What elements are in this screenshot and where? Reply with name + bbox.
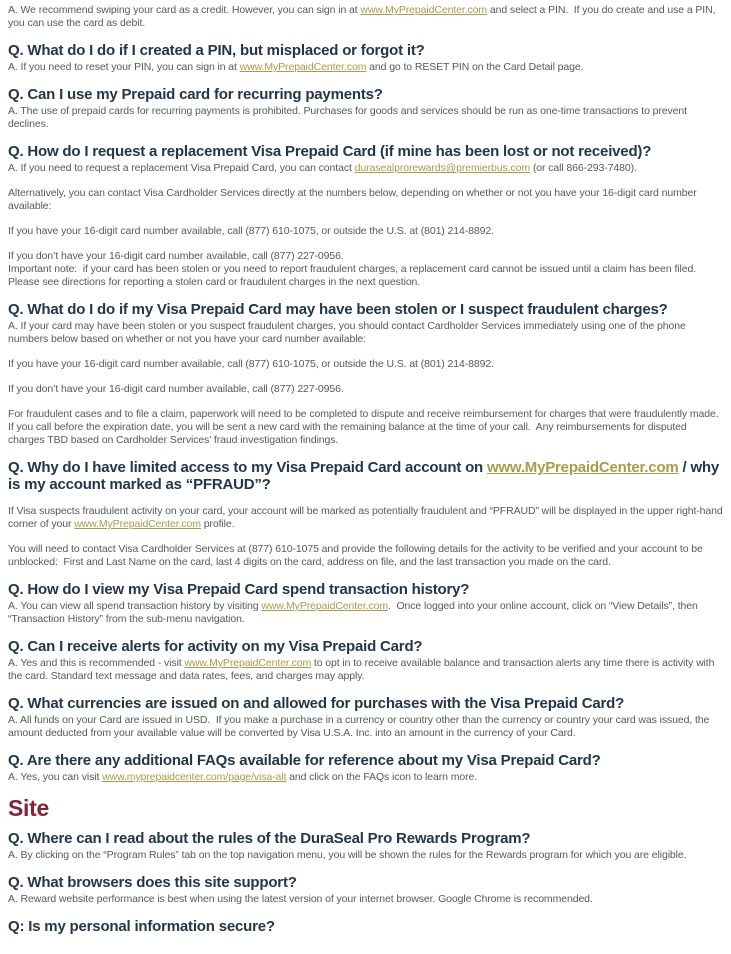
question-link[interactable]: www.MyPrepaidCenter.com bbox=[486, 459, 679, 476]
answer-text: Alternatively, you can contact Visa Cardholder Services directly at the numbers below, depending on whether or not you have your 16-digit card number available: bbox=[8, 187, 700, 212]
answer-text: (or call 866-293-7480). bbox=[530, 162, 637, 174]
faq-question bbox=[8, 874, 723, 891]
faq-question bbox=[8, 918, 723, 935]
answer-link[interactable]: www.MyPrepaidCenter.com bbox=[74, 518, 201, 530]
answer-text: and click on the FAQs icon to learn more. bbox=[286, 771, 478, 783]
faq-answer bbox=[8, 225, 723, 238]
answer-text: For fraudulent cases and to file a claim, paperwork will need to be completed to dispute and receive reimbursement for charges that were fraudulently made. If you call before the expiration date, you will be sent a new card with the remaining balance at the time of your call. Any reimbursements for disputed charges TBD based on Cardholder Services’ fraud investigation findings. bbox=[8, 408, 722, 446]
answer-text: A. If you need to reset your PIN, you can sign in at bbox=[8, 61, 240, 73]
faq-question bbox=[8, 581, 723, 598]
faq-answer bbox=[8, 893, 723, 906]
answer-text: A. Yes and this is recommended - visit bbox=[8, 657, 185, 669]
answer-text: If Visa suspects fraudulent activity on your card, your account will be marked as potentially fraudulent and “PFRAUD” will be displayed in the upper right-hand corner of your bbox=[8, 505, 726, 530]
faq-question bbox=[8, 42, 723, 59]
faq-question bbox=[8, 638, 723, 655]
faq-item bbox=[8, 695, 723, 740]
answer-text: and go to RESET PIN on the Card Detail page. bbox=[366, 61, 584, 73]
faq-item bbox=[8, 581, 723, 626]
answer-link[interactable]: www.myprepaidcenter.com/page/visa-alt bbox=[102, 771, 287, 783]
faq-question bbox=[8, 830, 723, 847]
answer-link[interactable]: durasealprorewards@premierbus.com bbox=[354, 162, 531, 174]
answer-text: If you don’t have your 16-digit card number available, call (877) 227-0956. bbox=[8, 250, 344, 262]
answer-text: to opt in to receive available balance and transaction alerts any time there is activity with the card. Standard text message and data rates, fees, and charges may apply. bbox=[8, 657, 718, 682]
faq-item bbox=[8, 86, 723, 131]
faq-answer bbox=[8, 320, 723, 346]
faq-answer bbox=[8, 187, 723, 213]
faq-answer bbox=[8, 657, 723, 683]
answer-text: A. Yes, you can visit bbox=[8, 771, 103, 783]
question-text: Q. Are there any additional FAQs available for reference about my Visa Prepaid Card? bbox=[8, 752, 601, 769]
answer-text: A. If you need to request a replacement Visa Prepaid Card, you can contact bbox=[8, 162, 355, 174]
answer-text: A. If your card may have been stolen or you suspect fraudulent charges, you should contact Cardholder Services immediately using one of the phone numbers below based on whether or not you have your card number available: bbox=[8, 320, 689, 345]
answer-text: If you have your 16-digit card number available, call (877) 610-1075, or outside the U.S. at (801) 214-8892. bbox=[8, 358, 494, 370]
section-title: Site bbox=[8, 795, 49, 821]
answer-link[interactable]: www.MyPrepaidCenter.com bbox=[239, 61, 367, 73]
faq-question bbox=[8, 459, 723, 493]
answer-text: A. By clicking on the “Program Rules” tab on the top navigation menu, you will be shown the rules for the Rewards program for which you are eligible. bbox=[8, 849, 687, 861]
answer-text: If you have your 16-digit card number available, call (877) 610-1075, or outside the U.S. at (801) 214-8892. bbox=[8, 225, 494, 237]
answer-text: . Once logged into your online account, click on “View Details”, then “Transaction History” from the sub-menu navigation. bbox=[8, 600, 701, 625]
answer-link[interactable]: www.MyPrepaidCenter.com bbox=[261, 600, 389, 612]
faq-answer bbox=[8, 250, 723, 289]
faq-item bbox=[8, 143, 723, 289]
faq-item bbox=[8, 301, 723, 447]
answer-text: A. The use of prepaid cards for recurring payments is prohibited. Purchases for goods and services should be run as one-time transactions to prevent declines. bbox=[8, 105, 690, 130]
faq-item bbox=[8, 918, 723, 935]
faq-answer bbox=[8, 543, 723, 569]
faq-question bbox=[8, 695, 723, 712]
faq-question bbox=[8, 86, 723, 103]
question-text: Q. What browsers does this site support? bbox=[8, 874, 297, 891]
question-text: Q. Can I receive alerts for activity on my Visa Prepaid Card? bbox=[8, 638, 423, 655]
answer-text: A. Reward website performance is best when using the latest version of your internet browser. Google Chrome is recommended. bbox=[8, 893, 593, 905]
faq-answer bbox=[8, 771, 723, 784]
paragraph bbox=[8, 4, 723, 30]
faq-item bbox=[8, 42, 723, 74]
answer-text: A. You can view all spend transaction history by visiting bbox=[8, 600, 262, 612]
faq-answer bbox=[8, 61, 723, 74]
question-text: Q. How do I view my Visa Prepaid Card spend transaction history? bbox=[8, 581, 470, 598]
answer-link[interactable]: www.MyPrepaidCenter.com bbox=[184, 657, 312, 669]
question-text: Q. Can I use my Prepaid card for recurring payments? bbox=[8, 86, 383, 103]
faq-answer bbox=[8, 162, 723, 175]
faq-answer bbox=[8, 358, 723, 371]
faq-item bbox=[8, 874, 723, 906]
question-text: Q. What currencies are issued on and allowed for purchases with the Visa Prepaid Card? bbox=[8, 695, 625, 712]
question-text: Q. Where can I read about the rules of the DuraSeal Pro Rewards Program? bbox=[8, 830, 531, 847]
question-text: Q: Is my personal information secure? bbox=[8, 918, 275, 935]
answer-text: You will need to contact Visa Cardholder Services at (877) 610-1075 and provide the following details for the activity to be verified and your account to be unblocked: First and Last Name on the card, last 4 digits on the card, address on file, and the last transaction you made on the card. bbox=[8, 543, 706, 568]
faq-answer bbox=[8, 600, 723, 626]
faq-question bbox=[8, 143, 723, 160]
faq-item bbox=[8, 752, 723, 784]
paragraph-text: A. We recommend swiping your card as a credit. However, you can sign in at bbox=[8, 4, 361, 16]
answer-text: A. All funds on your Card are issued in USD. If you make a purchase in a currency or country other than the currency or country your card was issued, the amount deducted from your available value will be converted by Visa U.S.A. Inc. into an amount in the currency of your Card. bbox=[8, 714, 713, 739]
answer-text: profile. bbox=[200, 518, 235, 530]
faq-question bbox=[8, 752, 723, 769]
faq-answer bbox=[8, 849, 723, 862]
faq-answer bbox=[8, 505, 726, 531]
answer-text: Important note: if your card has been stolen or you need to report fraudulent charges, a replacement card cannot be issued until a claim has been filed. Please see directions for reporting a stolen card or fraudulent charges in the next question. bbox=[8, 263, 699, 288]
paragraph-text: and select a PIN. If you do create and use a PIN, you can use the card as debit. bbox=[8, 4, 719, 29]
faq-item bbox=[8, 830, 723, 862]
question-text: / why is my account marked as “PFRAUD”? bbox=[8, 459, 724, 493]
question-text: Q. What do I do if I created a PIN, but misplaced or forgot it? bbox=[8, 42, 425, 59]
faq-answer bbox=[8, 383, 723, 396]
answer-text: If you don’t have your 16-digit card number available, call (877) 227-0956. bbox=[8, 383, 344, 395]
faq-answer bbox=[8, 714, 723, 740]
faq-answer bbox=[8, 105, 723, 131]
paragraph-link[interactable]: www.MyPrepaidCenter.com bbox=[360, 4, 488, 16]
faq-item bbox=[8, 638, 723, 683]
faq-answer bbox=[8, 408, 723, 447]
faq-item bbox=[8, 459, 726, 569]
question-text: Q. How do I request a replacement Visa Prepaid Card (if mine has been lost or not received)? bbox=[8, 143, 652, 160]
question-text: Q. Why do I have limited access to my Visa Prepaid Card account on bbox=[8, 459, 487, 476]
faq-question bbox=[8, 301, 723, 318]
question-text: Q. What do I do if my Visa Prepaid Card may have been stolen or I suspect fraudulent charges? bbox=[8, 301, 668, 318]
